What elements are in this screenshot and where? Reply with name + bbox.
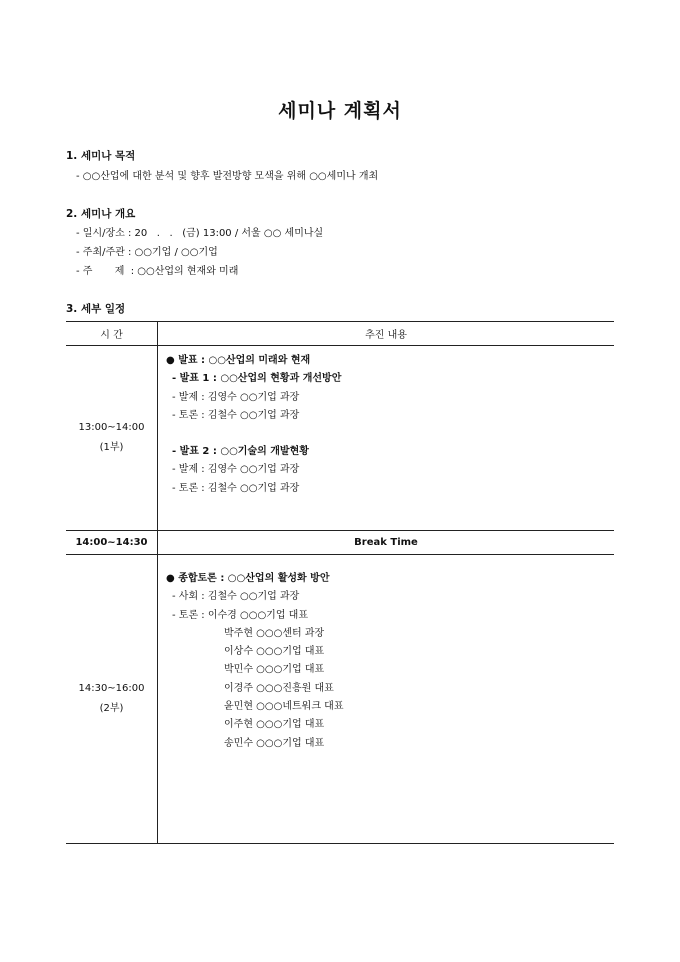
session2-row [66,555,614,844]
header-time: 시 간 [66,322,158,346]
panelist: 이경주 ○○○진흥원 대표 [224,682,334,694]
session1-row [66,346,614,531]
panelist: 윤민현 ○○○네트워크 대표 [224,701,344,713]
purpose-line: - ○○산업에 대한 분석 및 향후 발전방향 모색을 위해 ○○세미나 개최 [76,171,379,182]
talk1-discussant: - 토론 : 김철수 ○○기업 과장 [172,409,300,421]
section-heading-overview: 2. 세미나 개요 [66,208,136,220]
section-heading-schedule: 3. 세부 일정 [66,303,126,315]
session1-time-cell [66,346,158,531]
break-row [66,531,614,555]
break-time: 14:00~14:30 [66,531,158,555]
talk2-presenter: - 발제 : 김영수 ○○기업 과장 [172,464,300,476]
session2-moderator: - 사회 : 김철수 ○○기업 과장 [172,591,300,603]
panelist: 송민수 ○○○기업 대표 [224,737,325,749]
session2-time: 14:30~16:00 [78,683,145,694]
panelist: 박민수 ○○○기업 대표 [224,664,325,676]
overview-topic: - 주 제 : ○○산업의 현재와 미래 [76,266,239,277]
panelist: 이상수 ○○○기업 대표 [224,646,325,658]
panel-label: - 토론 : [172,609,208,621]
talk2-title: - 발표 2 : ○○기술의 개발현황 [172,446,309,458]
session1-part: (1부) [99,442,124,453]
schedule-table [66,321,614,844]
talk2-discussant: - 토론 : 김철수 ○○기업 과장 [172,482,300,494]
schedule-header-row [66,322,614,346]
session1-main: ● 발표 : ○○산업의 미래와 현재 [166,355,311,366]
talk1-title: - 발표 1 : ○○산업의 현황과 개선방안 [172,373,342,385]
panelist: 박주현 ○○○센터 과장 [224,627,325,639]
section-heading-purpose: 1. 세미나 목적 [66,150,136,162]
session2-part: (2부) [99,703,124,714]
break-label: Break Time [158,531,615,555]
session2-main: ● 종합토론 : ○○산업의 활성화 방안 [166,573,330,584]
panelist: 이주현 ○○○기업 대표 [224,719,325,731]
document-title: 세미나 계획서 [278,100,402,122]
session1-time: 13:00~14:00 [78,422,145,433]
session1-content-cell [158,346,615,531]
overview-datetime-place: - 일시/장소 : 20 . . (금) 13:00 / 서울 ○○ 세미나실 [76,228,324,239]
talk1-presenter: - 발제 : 김영수 ○○기업 과장 [172,391,300,403]
panelist: 이수경 ○○○기업 대표 [207,609,308,621]
header-content: 추진 내용 [158,322,615,346]
overview-host: - 주최/주관 : ○○기업 / ○○기업 [76,247,218,258]
session2-content-cell [158,555,615,844]
session2-time-cell [66,555,158,844]
